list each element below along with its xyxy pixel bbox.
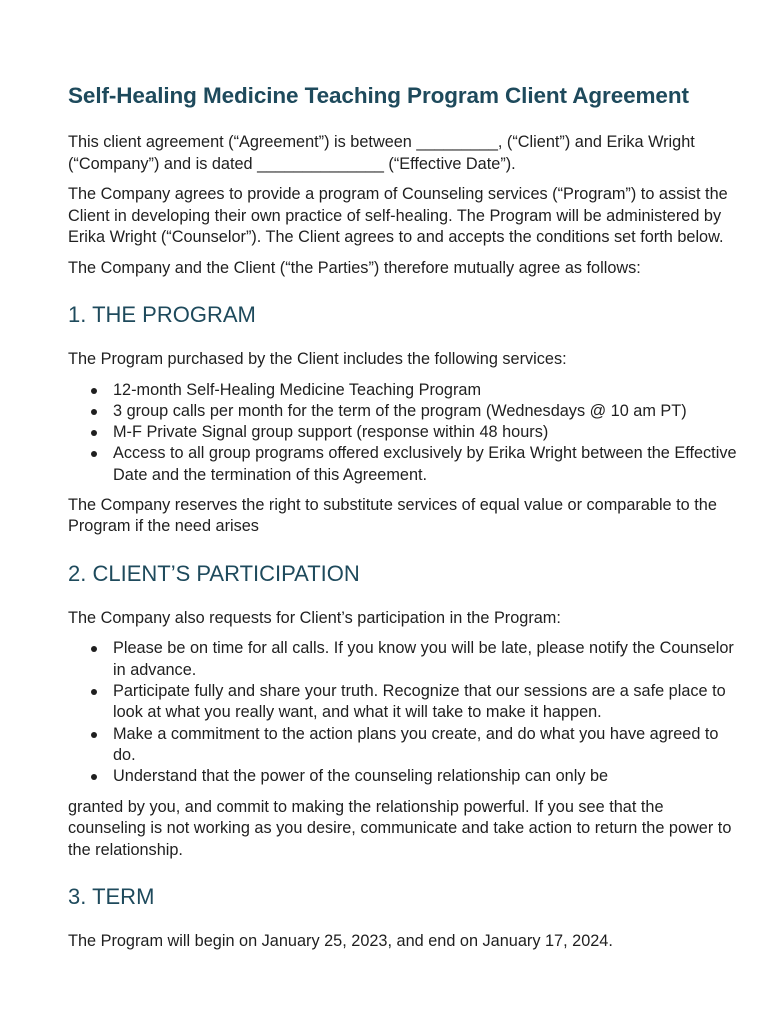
list-item: 3 group calls per month for the term of the program (Wednesdays @ 10 am PT) <box>113 401 740 422</box>
section-heading-term: 3. TERM <box>68 884 155 910</box>
program-closing: The Company reserves the right to substitute services of equal value or comparable to the Program if the need arises <box>68 495 717 536</box>
section-heading-participation: 2. CLIENT’S PARTICIPATION <box>68 560 360 586</box>
intro-paragraph-1: This client agreement (“Agreement”) is between _________, (“Client”) and Erika Wright (“Company”) and is dated ______________ (“Effective Date”). <box>68 133 695 173</box>
participation-list <box>68 638 740 787</box>
document-title: Self-Healing Medicine Teaching Program Client Agreement <box>68 83 689 108</box>
list-item: 12-month Self-Healing Medicine Teaching Program <box>113 380 740 401</box>
list-item: Understand that the power of the counseling relationship can only be <box>113 766 740 787</box>
list-item: Make a commitment to the action plans you create, and do what you have agreed to do. <box>113 724 740 767</box>
intro-paragraph-2: The Company agrees to provide a program of Counseling services (“Program”) to assist the Client in developing their own practice of self-healing. The Program will be administered by Erika Wright (“Counselor”). The Client agrees to and accepts the conditions set forth below. <box>68 185 728 246</box>
list-item: Participate fully and share your truth. Recognize that our sessions are a safe place to look at what you really want, and what it will take to make it happen. <box>113 681 740 724</box>
list-item: Please be on time for all calls. If you know you will be late, please notify the Counselor in advance. <box>113 638 740 681</box>
list-item: M-F Private Signal group support (response within 48 hours) <box>113 422 740 443</box>
term-text: The Program will begin on January 25, 2023, and end on January 17, 2024. <box>68 932 613 951</box>
program-lead: The Program purchased by the Client includes the following services: <box>68 350 567 368</box>
participation-closing: granted by you, and commit to making the relationship powerful. If you see that the counseling is not working as you desire, communicate and take action to return the power to the relationship. <box>68 797 732 859</box>
section-heading-program: 1. THE PROGRAM <box>68 302 256 327</box>
list-item: Access to all group programs offered exclusively by Erika Wright between the Effective Date and the termination of this Agreement. <box>113 443 740 486</box>
participation-lead: The Company also requests for Client’s participation in the Program: <box>68 608 561 627</box>
intro-paragraph-3: The Company and the Client (“the Parties”) therefore mutually agree as follows: <box>68 258 641 277</box>
program-services-list <box>68 380 740 486</box>
